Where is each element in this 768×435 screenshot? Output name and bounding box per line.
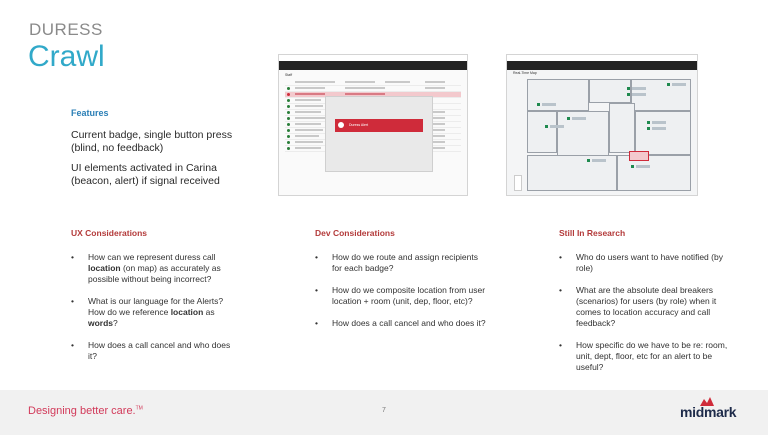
list-item: • How do we composite location from user location + room (unit, dep, floor, etc)? [315, 285, 490, 307]
page-number: 7 [382, 407, 386, 414]
list-item: • What are the absolute deal breakers (scenarios) for users (by role) when it comes to location accuracy and call feedback? [559, 285, 729, 329]
list-item: • How can we represent duress call location (on map) as accurately as possible without being incorrect? [71, 252, 241, 285]
midmark-logo: midmark [680, 404, 737, 420]
section-heading: Dev Considerations [315, 228, 395, 238]
trademark-mark: TM [135, 405, 143, 412]
list-item: • How does a call cancel and who does it? [315, 318, 490, 329]
duress-alert-modal [325, 96, 433, 172]
real-time-map-screenshot [506, 54, 698, 196]
tagline [28, 405, 143, 417]
staff-list-header: Staff [285, 73, 293, 77]
list-item: • How do we route and assign recipients for each badge? [315, 252, 490, 274]
duress-alert-banner [335, 119, 423, 132]
dev-considerations-section [315, 228, 490, 340]
list-item: • How specific do we have to be re: room, unit, dept, floor, etc for an alert to be useful? [559, 340, 729, 373]
eyebrow-label: DURESS [29, 20, 103, 39]
still-in-research-section [559, 228, 729, 384]
alert-text: Duress Alert [349, 123, 369, 127]
staff-list-screenshot [278, 54, 468, 196]
slide-title: Crawl [28, 40, 105, 73]
ux-considerations-section [71, 228, 241, 373]
map-header: Real-Time Map [513, 71, 537, 75]
list-item: • What is our language for the Alerts? How do we reference location as words? [71, 296, 241, 329]
features-heading: Features [71, 108, 109, 118]
section-heading: Still In Research [559, 228, 626, 238]
tagline-text: Designing better care. [28, 405, 136, 417]
list-item: • How does a call cancel and who does it? [71, 340, 241, 362]
feature-item: UI elements activated in Carina (beacon, alert) if signal received [71, 162, 220, 187]
list-item: • Who do users want to have notified (by role) [559, 252, 729, 274]
section-heading: UX Considerations [71, 228, 148, 238]
feature-item: Current badge, single button press (blind, no feedback) [71, 129, 233, 154]
